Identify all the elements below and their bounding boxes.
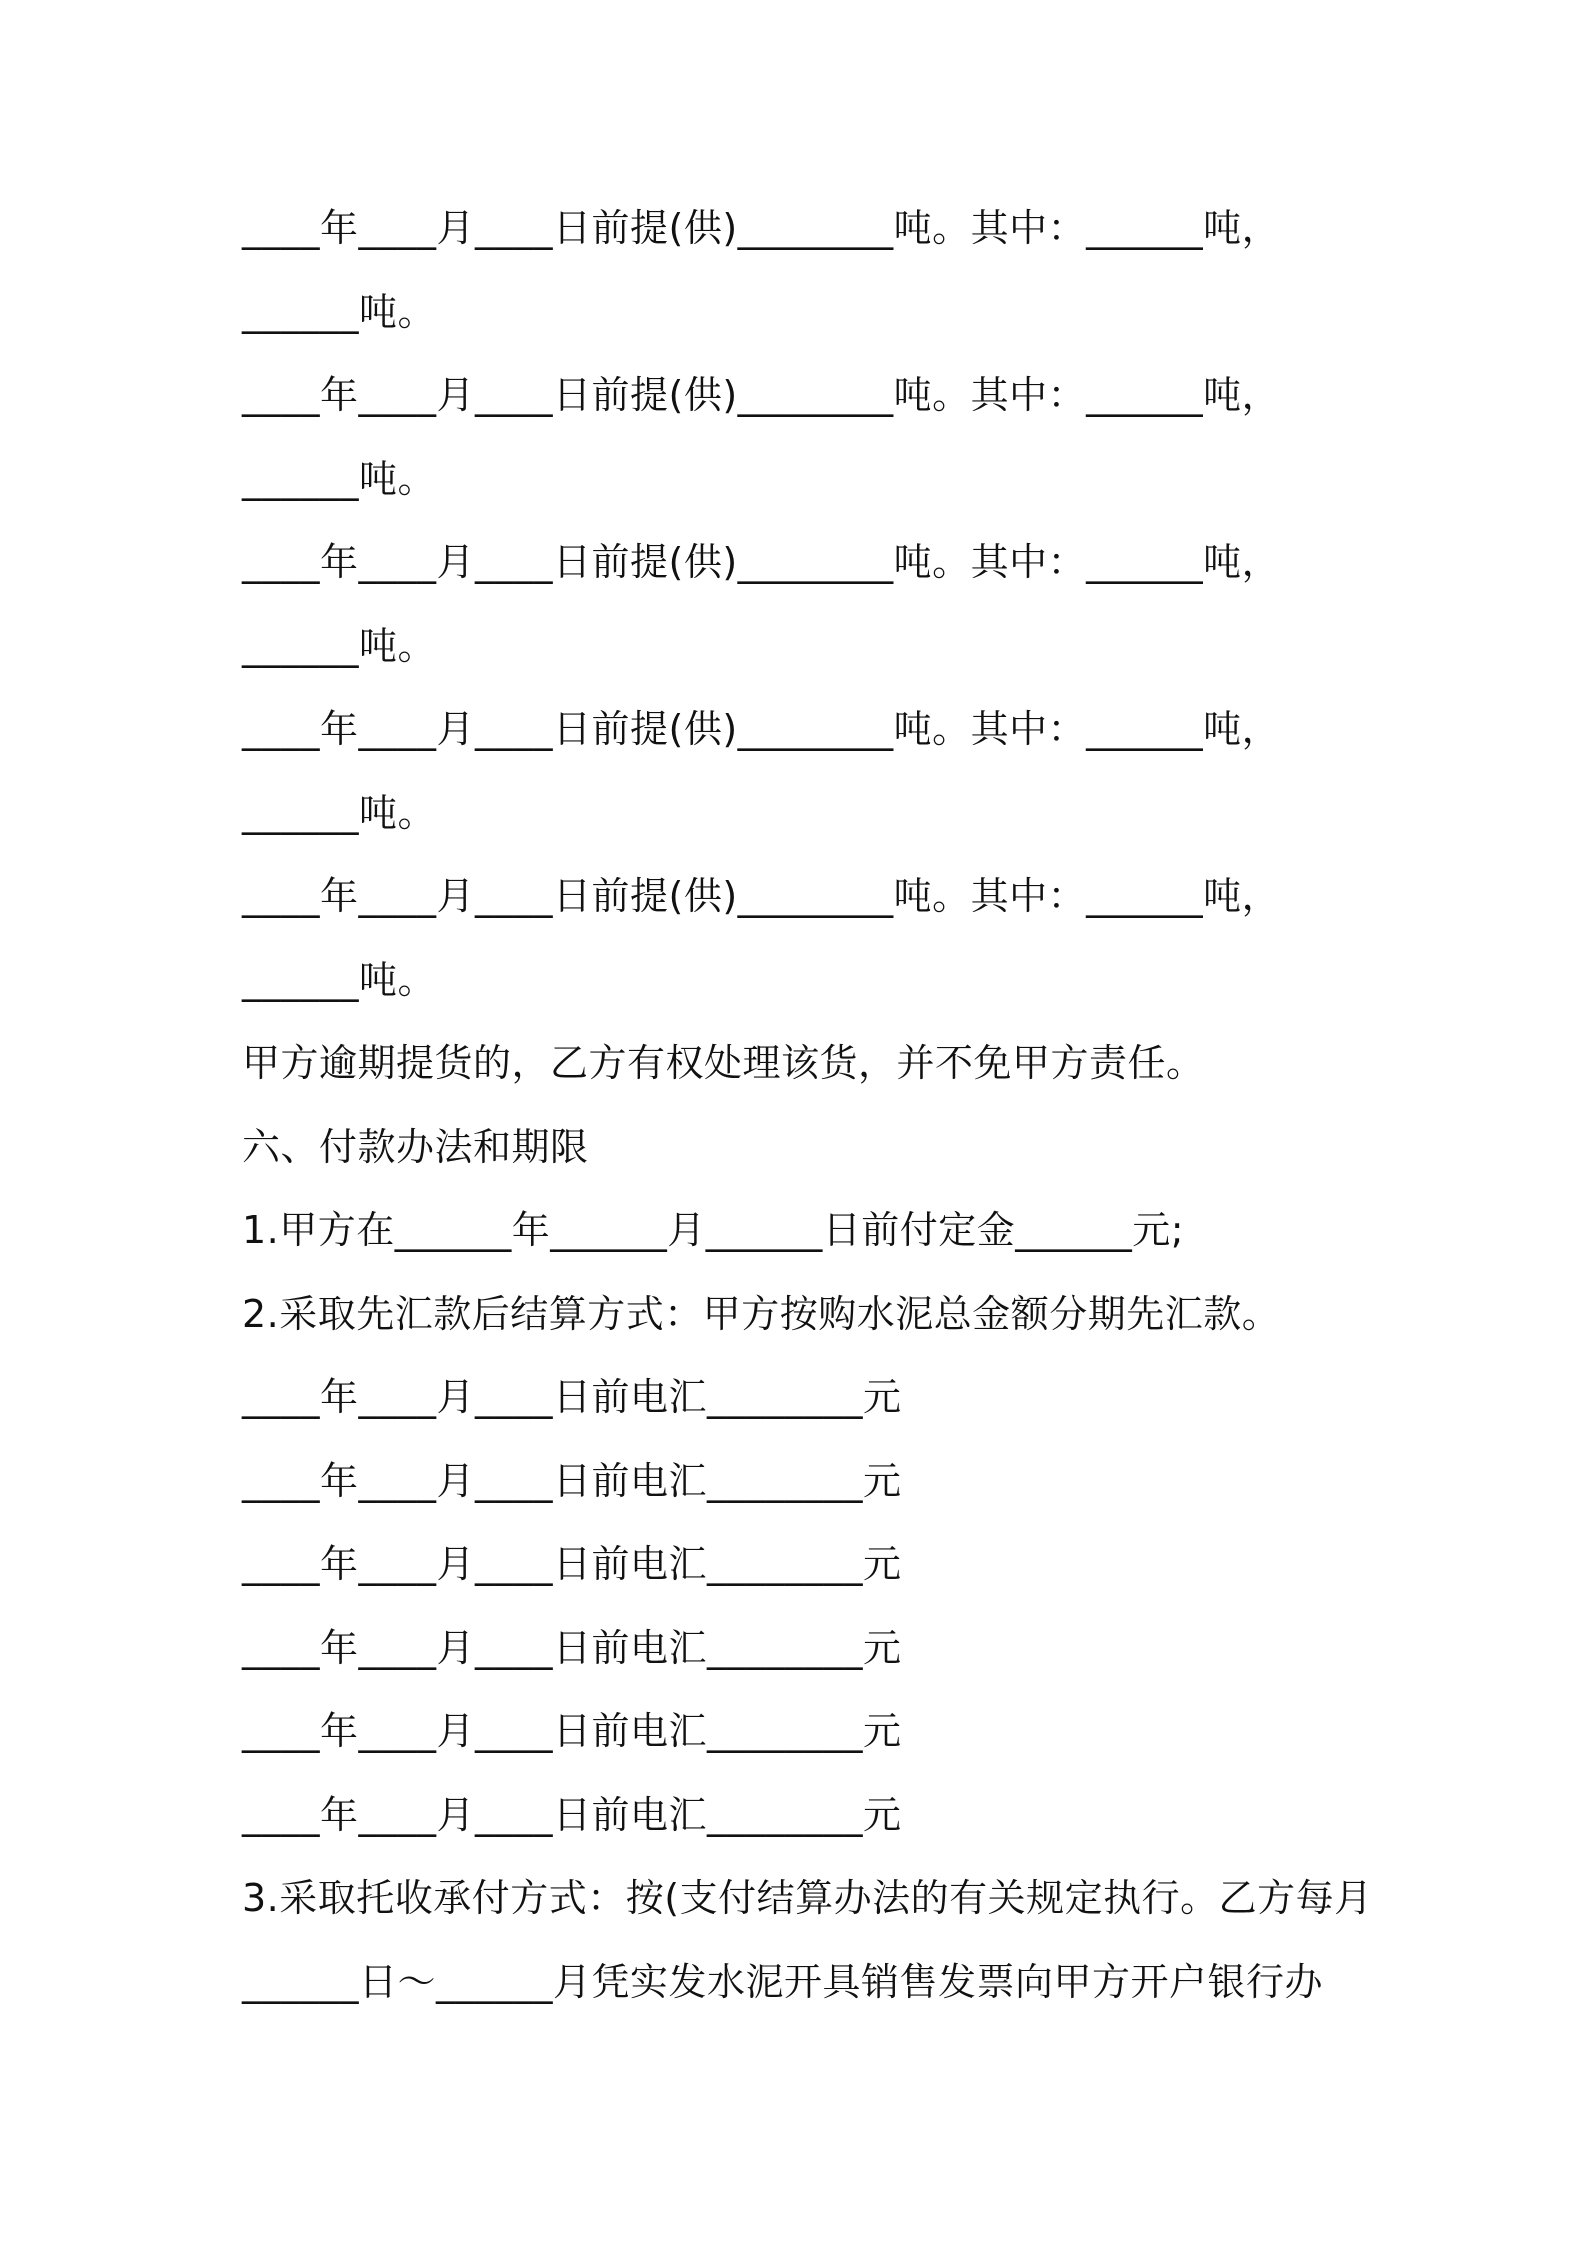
payment-item-2: 2.采取先汇款后结算方式：甲方按购水泥总金额分期先汇款。 [242, 1291, 1281, 1336]
delivery-schedule-line-4-cont: ______吨。 [242, 790, 437, 835]
remittance-line-3: ____年____月____日前电汇________元 [242, 1542, 902, 1586]
delivery-schedule-line-2-cont: ______吨。 [242, 456, 437, 501]
payment-item-3: 3.采取托收承付方式：按(支付结算办法的有关规定执行。乙方每月 [242, 1876, 1373, 1920]
delivery-schedule-line-5: ____年____月____日前提(供)________吨。其中：______吨， [242, 874, 1281, 918]
remittance-line-5: ____年____月____日前电汇________元 [242, 1709, 902, 1753]
delivery-schedule-line-1: ____年____月____日前提(供)________吨。其中：______吨， [242, 206, 1281, 250]
section-heading-payment: 六、付款办法和期限 [242, 1124, 589, 1169]
delivery-schedule-line-1-cont: ______吨。 [242, 289, 437, 334]
payment-item-1: 1.甲方在______年______月______日前付定金______元; [242, 1208, 1185, 1252]
delivery-schedule-line-5-cont: ______吨。 [242, 957, 437, 1002]
delivery-schedule-line-2: ____年____月____日前提(供)________吨。其中：______吨， [242, 373, 1281, 417]
overdue-pickup-clause: 甲方逾期提货的，乙方有权处理该货，并不免甲方责任。 [242, 1041, 1205, 1085]
delivery-schedule-line-4: ____年____月____日前提(供)________吨。其中：______吨， [242, 707, 1281, 751]
delivery-schedule-line-3-cont: ______吨。 [242, 623, 437, 668]
remittance-line-4: ____年____月____日前电汇________元 [242, 1625, 902, 1670]
remittance-line-2: ____年____月____日前电汇________元 [242, 1458, 902, 1503]
payment-item-3-cont: ______日～______月凭实发水泥开具销售发票向甲方开户银行办 [242, 1959, 1324, 2004]
document-body [242, 196, 1402, 2033]
delivery-schedule-line-3: ____年____月____日前提(供)________吨。其中：______吨， [242, 540, 1281, 584]
remittance-line-1: ____年____月____日前电汇________元 [242, 1375, 902, 1419]
remittance-line-6: ____年____月____日前电汇________元 [242, 1792, 902, 1837]
